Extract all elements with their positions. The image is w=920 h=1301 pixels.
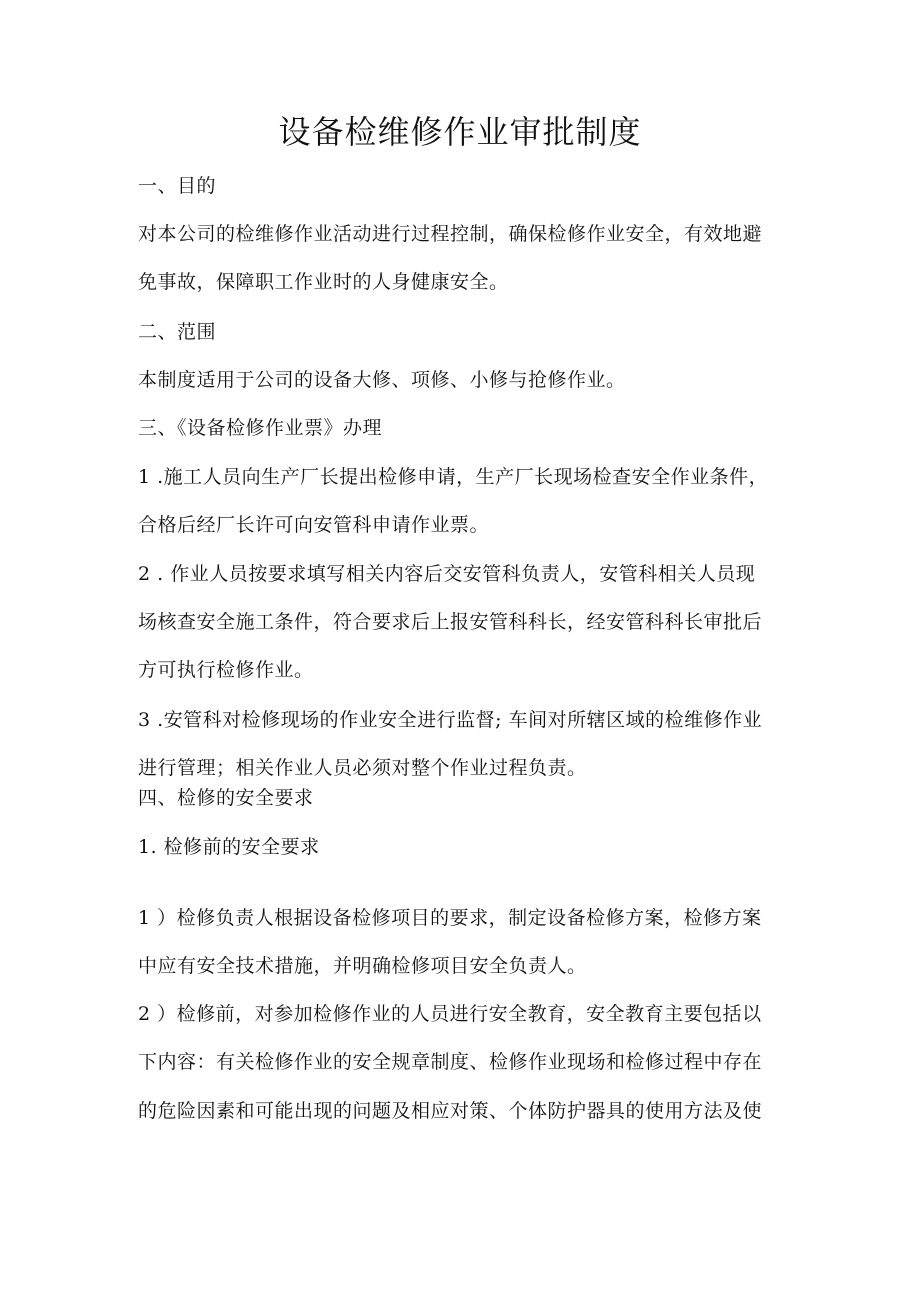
subheading-pre-maintenance: 1. 检修前的安全要求	[138, 836, 320, 858]
paragraph-line: 对本公司的检维修作业活动进行过程控制，确保检修作业安全，有效地避	[138, 223, 763, 245]
paragraph-line: 下内容：有关检修作业的安全规章制度、检修作业现场和检修过程中存在	[138, 1051, 763, 1073]
paragraph-line: 3 .安管科对检修现场的作业安全进行监督; 车间对所辖区域的检维修作业	[138, 709, 763, 731]
paragraph-line: 进行管理；相关作业人员必须对整个作业过程负责。	[138, 757, 587, 779]
heading-scope: 二、范围	[138, 321, 217, 343]
heading-purpose: 一、目的	[138, 175, 217, 197]
paragraph-line: 合格后经厂长许可向安管科申请作业票。	[138, 514, 490, 536]
paragraph-line: 2 ）检修前，对参加检修作业的人员进行安全教育，安全教育主要包括以	[138, 1003, 762, 1025]
paragraph-line: 免事故，保障职工作业时的人身健康安全。	[138, 271, 509, 293]
paragraph-line: 1 ）检修负责人根据设备检修项目的要求，制定设备检修方案，检修方案	[138, 907, 762, 929]
paragraph-line: 2 . 作业人员按要求填写相关内容后交安管科负责人，安管科相关人员现	[138, 563, 756, 585]
paragraph-line: 方可执行检修作业。	[138, 659, 314, 681]
paragraph-line: 中应有安全技术措施，并明确检修项目安全负责人。	[138, 955, 587, 977]
paragraph-line: 1 .施工人员向生产厂长提出检修申请，生产厂长现场检查安全作业条件，	[138, 466, 769, 488]
paragraph-line: 本制度适用于公司的设备大修、项修、小修与抢修作业。	[138, 369, 626, 391]
paragraph-line: 的危险因素和可能出现的问题及相应对策、个体防护器具的使用方法及使	[138, 1100, 763, 1122]
heading-safety-requirements: 四、检修的安全要求	[138, 787, 314, 809]
paragraph-line: 场核查安全施工条件，符合要求后上报安管科科长，经安管科科长审批后	[138, 611, 763, 633]
document-title: 设备检维修作业审批制度	[278, 113, 642, 151]
heading-work-ticket: 三、《设备检修作业票》办理	[138, 417, 383, 439]
